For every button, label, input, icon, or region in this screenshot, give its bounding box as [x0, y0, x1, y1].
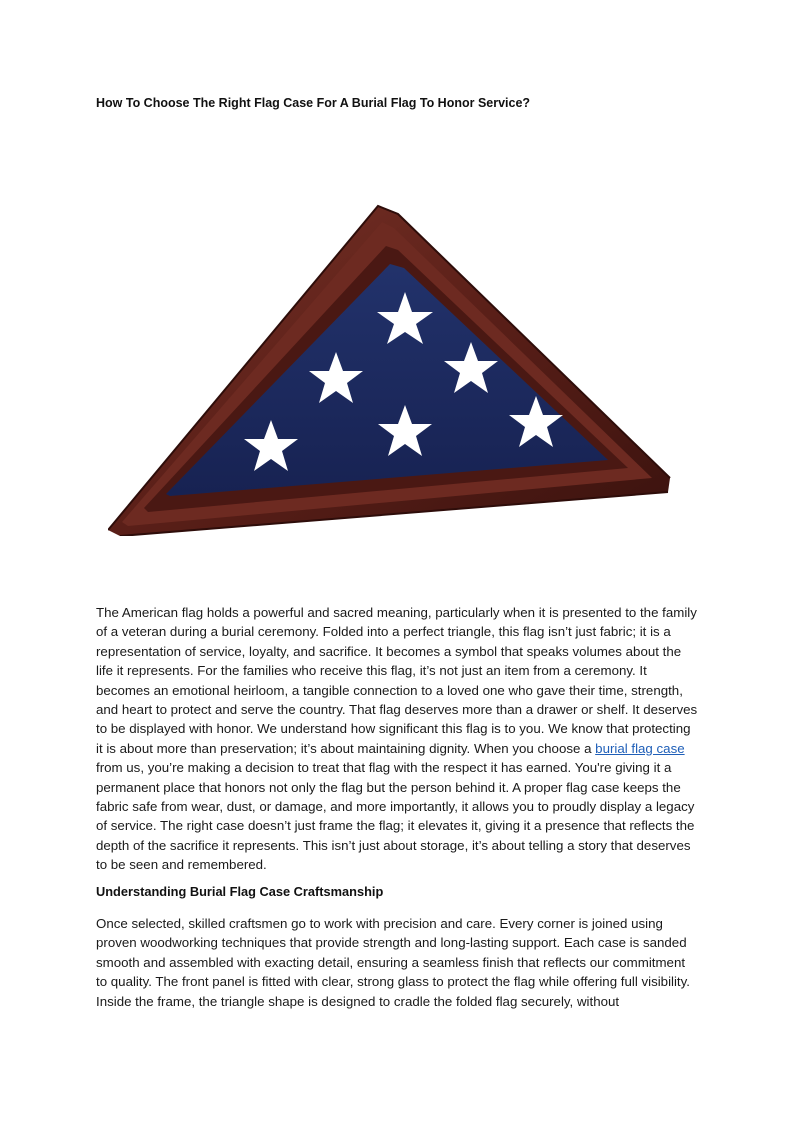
paragraph-intro-text-after: from us, you’re making a decision to treat that flag with the respect it has earned. You're giving it a permanent place that honors not only the flag but the person behind it. A proper flag case keeps the fabric safe from wear, dust, or damage, and more importantly, it allows you to proudly display a legacy of service. The right case doesn’t just frame the flag; it elevates it, giving it a presence that reflects the depth of the sacrifice it represents. This isn’t just about storage, it’s about telling a story that deserves to be seen and remembered. [96, 760, 695, 873]
paragraph-intro-text-before: The American flag holds a powerful and sacred meaning, particularly when it is presented to the family of a veteran during a burial ceremony. Folded into a perfect triangle, this flag isn’t just fabric; it is a representation of service, loyalty, and sacrifice. It becomes a symbol that speaks volumes about the life it represents. For the families who receive this flag, it’s not just an item from a ceremony. It becomes an emotional heirloom, a tangible connection to a loved one who gave their time, strength, and heart to protect and serve the country. That flag deserves more than a drawer or shelf. It deserves to be displayed with honor. We understand how significant this flag is to you. We know that protecting it is about more than preservation; it’s about maintaining dignity. When you choose a [96, 605, 698, 756]
document-title: How To Choose The Right Flag Case For A Burial Flag To Honor Service? [96, 96, 531, 110]
flag-case-image [108, 200, 676, 536]
paragraph-intro [96, 603, 698, 875]
section-heading: Understanding Burial Flag Case Craftsmanship [96, 884, 384, 899]
burial-flag-case-link[interactable]: burial flag case [595, 740, 685, 756]
paragraph-craftsmanship: Once selected, skilled craftsmen go to work with precision and care. Every corner is joined using proven woodworking techniques that provide strength and long-lasting support. Each case is sanded smooth and assembled with exacting detail, ensuring a seamless finish that reflects our commitment to quality. The front panel is fitted with clear, strong glass to protect the flag while offering full visibility. Inside the frame, the triangle shape is designed to cradle the folded flag securely, without [96, 916, 690, 1009]
